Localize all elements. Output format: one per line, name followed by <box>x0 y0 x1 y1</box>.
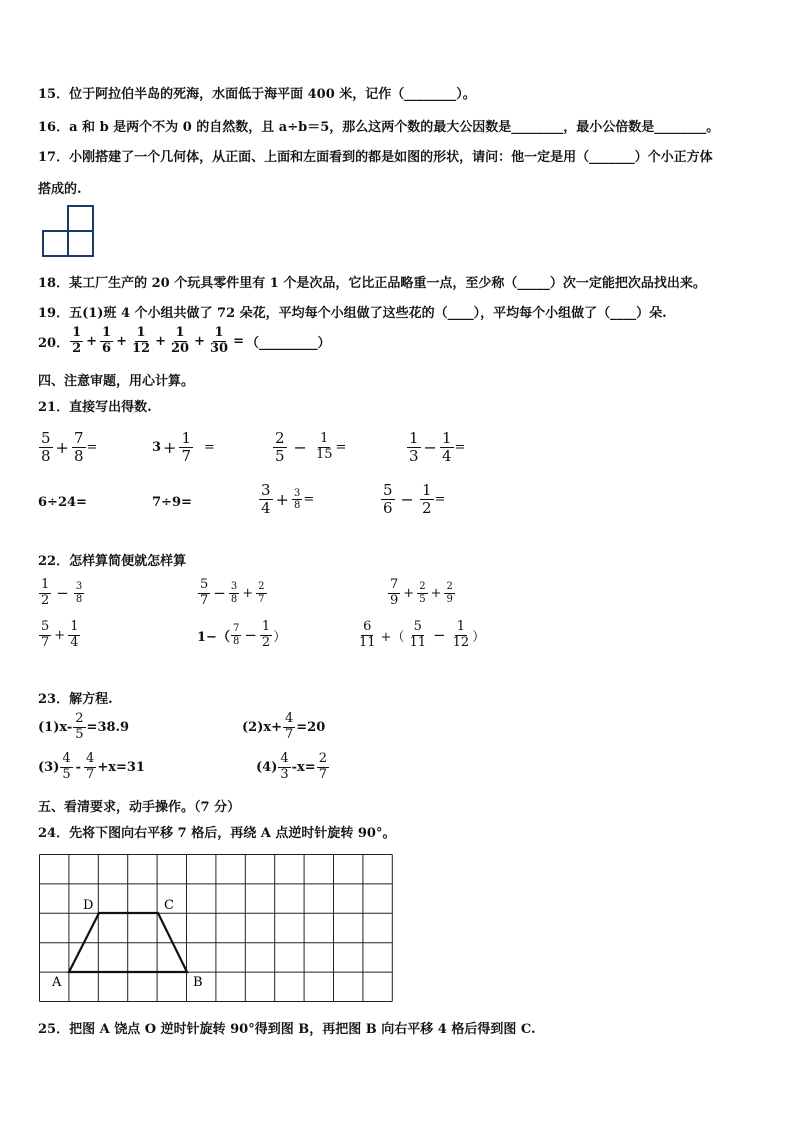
cube-view-figure <box>42 204 98 258</box>
fraction: $\frac{1}{20}$ <box>171 325 190 356</box>
fraction: $\frac{1}{2}$ <box>72 325 82 356</box>
vertex-label-b: B <box>193 975 203 990</box>
section-5-heading: 五、看清要求，动手操作。（7 分） <box>38 800 241 815</box>
equals-sign: = <box>233 333 244 349</box>
question-16: 16．a 和 b 是两个不为 0 的自然数，且 a÷b＝5，那么这两个数的最大公因数是________，最小公倍数是________。 <box>38 120 720 135</box>
fraction: $\frac{1}{30}$ <box>210 325 229 356</box>
question-23-title: 23．解方程. <box>38 692 113 707</box>
vertex-label-d: D <box>83 898 94 913</box>
fraction: $\frac{1}{6}$ <box>102 325 112 356</box>
question-18: 18．某工厂生产的 20 个玩具零件里有 1 个是次品，它比正品略重一点，至少称（_____）次一定能把次品找出来。 <box>38 276 706 291</box>
vertex-label-c: C <box>164 898 174 913</box>
figure-square-bottom-left <box>43 231 68 256</box>
figure-square-top <box>68 206 93 231</box>
q22-item-f: $\frac{6}{11}$ +（ $\frac{5}{11}$ − $\frac{1}{12}$ ） <box>359 619 486 650</box>
question-17-continued: 搭成的. <box>38 182 82 197</box>
plus-sign: + <box>155 333 166 349</box>
q21-item-e: 6÷24= <box>38 495 87 510</box>
question-21-title: 21．直接写出得数. <box>38 400 152 415</box>
question-19: 19．五(1)班 4 个小组共做了 72 朵花，平均每个小组做了这些花的（____），平均每个小组做了（____）朵. <box>38 306 667 321</box>
q21-item-c: $\frac{2}{5}$ − $\frac{1}{15}$ = <box>275 429 347 466</box>
q22-item-b: $\frac{5}{7}$ − $\frac{3}{8}$ + $\frac{2}{7}$ <box>200 577 265 608</box>
section-4-heading: 四、注意审题，用心计算。 <box>38 374 195 389</box>
q22-item-d: $\frac{5}{7}$ + $\frac{1}{4}$ <box>41 619 79 650</box>
q22-item-c: $\frac{7}{9}$ + $\frac{2}{5}$ + $\frac{2}{9}$ <box>390 577 453 608</box>
q21-item-f: 7÷9= <box>152 495 192 510</box>
plus-sign: + <box>116 333 127 349</box>
question-24: 24．先将下图向右平移 7 格后，再绕 A 点逆时针旋转 90°。 <box>38 826 396 841</box>
q21-item-a: $\frac{5}{8}$ + $\frac{7}{8}$ = <box>41 429 98 466</box>
q23-equation-1: (1)x- $\frac{2}{5}$ =38.9 <box>38 711 130 742</box>
question-15: 15．位于阿拉伯半岛的死海，水面低于海平面 400 米，记作（________）。 <box>38 87 476 102</box>
q22-item-e: 1−（ $\frac{7}{8}$ − $\frac{1}{2}$ ） <box>197 619 287 650</box>
fraction: $\frac{1}{12}$ <box>132 325 151 356</box>
translation-grid <box>38 852 394 1004</box>
q22-item-a: $\frac{1}{2}$ − $\frac{3}{8}$ <box>41 577 83 608</box>
question-20-number: 20． <box>38 335 70 351</box>
q21-item-d: $\frac{1}{3}$ − $\frac{1}{4}$ = <box>409 429 466 466</box>
figure-square-bottom-right <box>68 231 93 256</box>
q21-item-g: $\frac{3}{4}$ + $\frac{3}{8}$ = <box>261 481 315 518</box>
q21-item-h: $\frac{5}{6}$ − $\frac{1}{2}$ = <box>383 481 446 518</box>
answer-blank: （_________） <box>246 335 331 351</box>
plus-sign: + <box>194 333 205 349</box>
q23-equation-3: (3) $\frac{4}{5}$ - $\frac{4}{7}$ +x=31 <box>38 751 145 782</box>
question-22-title: 22．怎样算简便就怎样算 <box>38 554 187 569</box>
vertex-label-a: A <box>52 975 62 990</box>
plus-sign: + <box>86 333 98 349</box>
question-20 <box>38 326 331 357</box>
q21-item-b: 3 + $\frac{1}{7}$ = <box>152 429 215 466</box>
question-17: 17．小刚搭建了一个几何体，从正面、上面和左面看到的都是如图的形状，请问：他一定是用（_______）个小正方体 <box>38 150 713 165</box>
q23-equation-4: (4) $\frac{4}{3}$ -x= $\frac{2}{7}$ <box>256 751 327 782</box>
question-25: 25．把图 A 饶点 O 逆时针旋转 90°得到图 B，再把图 B 向右平移 4 格后得到图 C. <box>38 1022 536 1037</box>
q23-equation-2: (2)x+ $\frac{4}{7}$ =20 <box>242 711 326 742</box>
